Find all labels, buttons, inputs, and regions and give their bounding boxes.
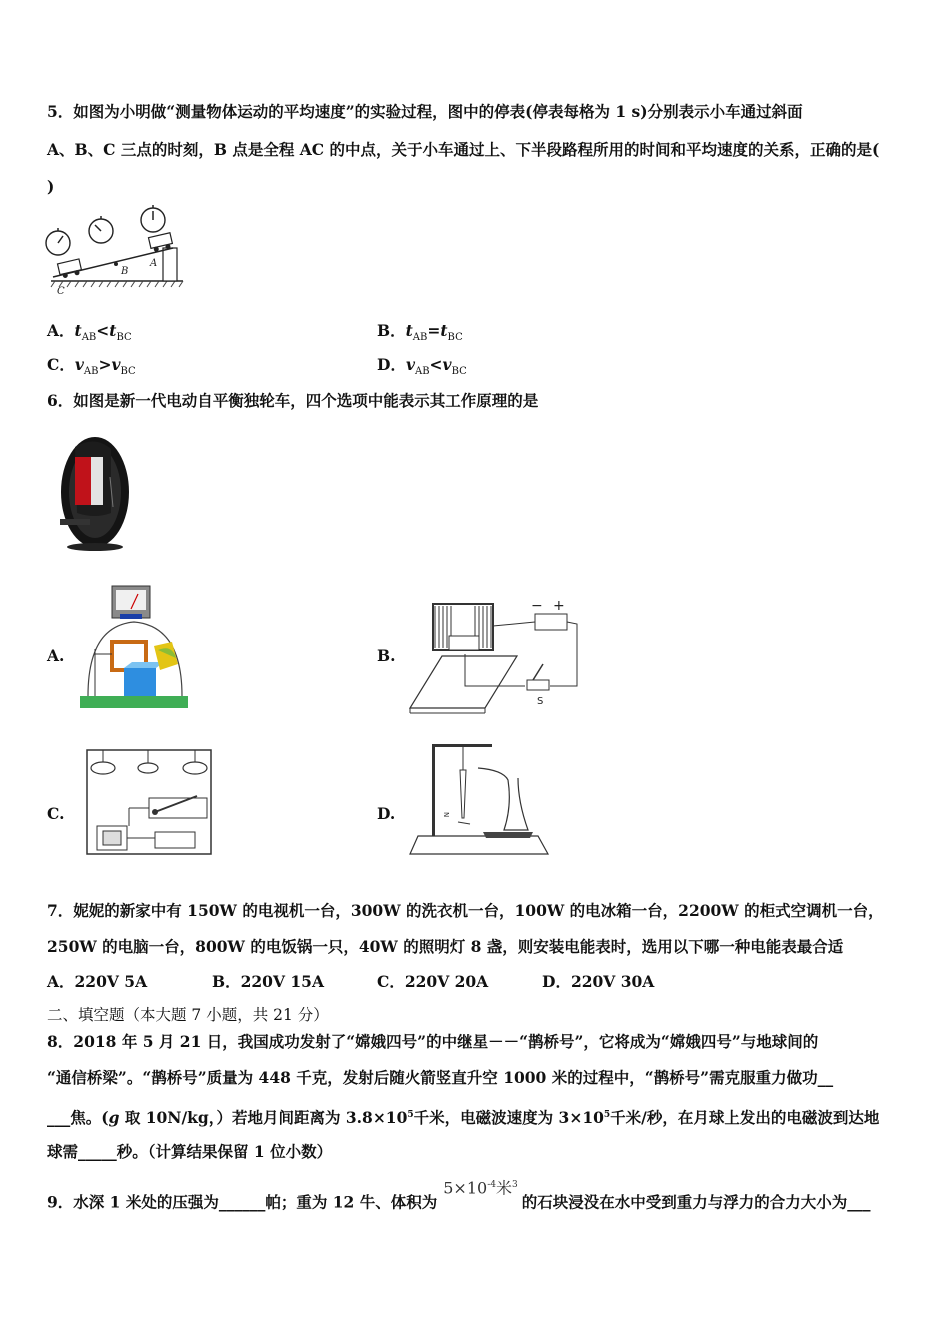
svg-text:N: N (442, 812, 450, 818)
q6-option-d-label[interactable]: D. (377, 804, 396, 823)
point-c-label: C (57, 286, 65, 297)
q8-line-2: “通信桥梁”。“鹊桥号”质量为 448 千克，发射后随火箭竖直升空 1000 米的过程中，“鹊桥号”需克服重力做功__ (47, 1068, 834, 1087)
q8-line-3: ___焦。(g 取 10N/kg，）若地月间距离为 $3.8\times 10^5$千米，电磁波速度为 $3\times 10^5$千米/秒，在月球上发出的电磁波到达地 (47, 1108, 880, 1128)
option-d-stand-figure (408, 740, 553, 858)
svg-text:S: S (537, 696, 544, 707)
unicycle-image (55, 427, 135, 552)
point-b-label: B (121, 266, 129, 277)
q7-line-2: 250W 的电脑一台，800W 的电饭锅一只，40W 的照明灯 8 盏，则安装电能表时，选用以下哪一种电能表最合适 (47, 937, 844, 956)
option-a-generator-figure (80, 584, 190, 710)
q5-line-1: 5．如图为小明做“测量物体运动的平均速度”的实验过程，图中的停表(停表每格为 1 s)分别表示小车通过斜面 (47, 102, 803, 121)
svg-text:−: − (531, 598, 543, 614)
q6-option-b-label[interactable]: B. (377, 646, 396, 665)
q5-option-a[interactable]: A．$t_{AB}<t_{BC}$ (47, 321, 132, 344)
q7-option-d[interactable]: D．220V 30A (542, 972, 655, 991)
q6-question: 6．如图是新一代电动自平衡独轮车，四个选项中能表示其工作原理的是 (47, 391, 539, 410)
q6-option-c-label[interactable]: C. (47, 804, 65, 823)
q5-option-c[interactable]: C．$v_{AB}>v_{BC}$ (47, 355, 136, 378)
q7-option-b[interactable]: B．220V 15A (212, 972, 324, 991)
q7-option-c[interactable]: C．220V 20A (377, 972, 489, 991)
q5-option-d[interactable]: D．$v_{AB}<v_{BC}$ (377, 355, 467, 378)
option-c-lighting-circuit-figure (85, 746, 215, 856)
option-b-electromagnet-figure (405, 596, 580, 714)
q5-line-2: A、B、C 三点的时刻，B 点是全程 AC 的中点，关于小车通过上、下半段路程所用的时间和平均速度的关系，正确的是( (47, 140, 880, 159)
q5-option-b[interactable]: B．$t_{AB}=t_{BC}$ (377, 321, 463, 344)
q5-incline-figure (43, 203, 193, 298)
q5-line-3: ) (47, 177, 55, 196)
q8-line-4: 球需_____秒。（计算结果保留 1 位小数） (47, 1142, 333, 1161)
q8-line-1: 8．2018 年 5 月 21 日，我国成功发射了“嫦娥四号”的中继星－－“鹊桥号”，它将成为“嫦娥四号”与地球间的 (47, 1032, 819, 1051)
q6-option-a-label[interactable]: A. (47, 646, 65, 665)
q7-line-1: 7．妮妮的新家中有 150W 的电视机一台，300W 的洗衣机一台，100W 的电冰箱一台，2200W 的柜式空调机一台， (47, 901, 884, 920)
q7-option-a[interactable]: A．220V 5A (47, 972, 148, 991)
svg-text:+: + (553, 598, 565, 614)
q9-line: 9．水深 1 米处的压强为______帕；重为 12 牛、体积为$5\times 10^{-4}$米$^3$的石块浸没在水中受到重力与浮力的合力大小为___ (47, 1189, 870, 1212)
volume-formula: $5\times 10^{-4}$米$^3$ (443, 1178, 518, 1198)
point-a-label: A (150, 258, 158, 269)
section-2-heading: 二、填空题（本大题 7 小题，共 21 分） (47, 1006, 329, 1024)
